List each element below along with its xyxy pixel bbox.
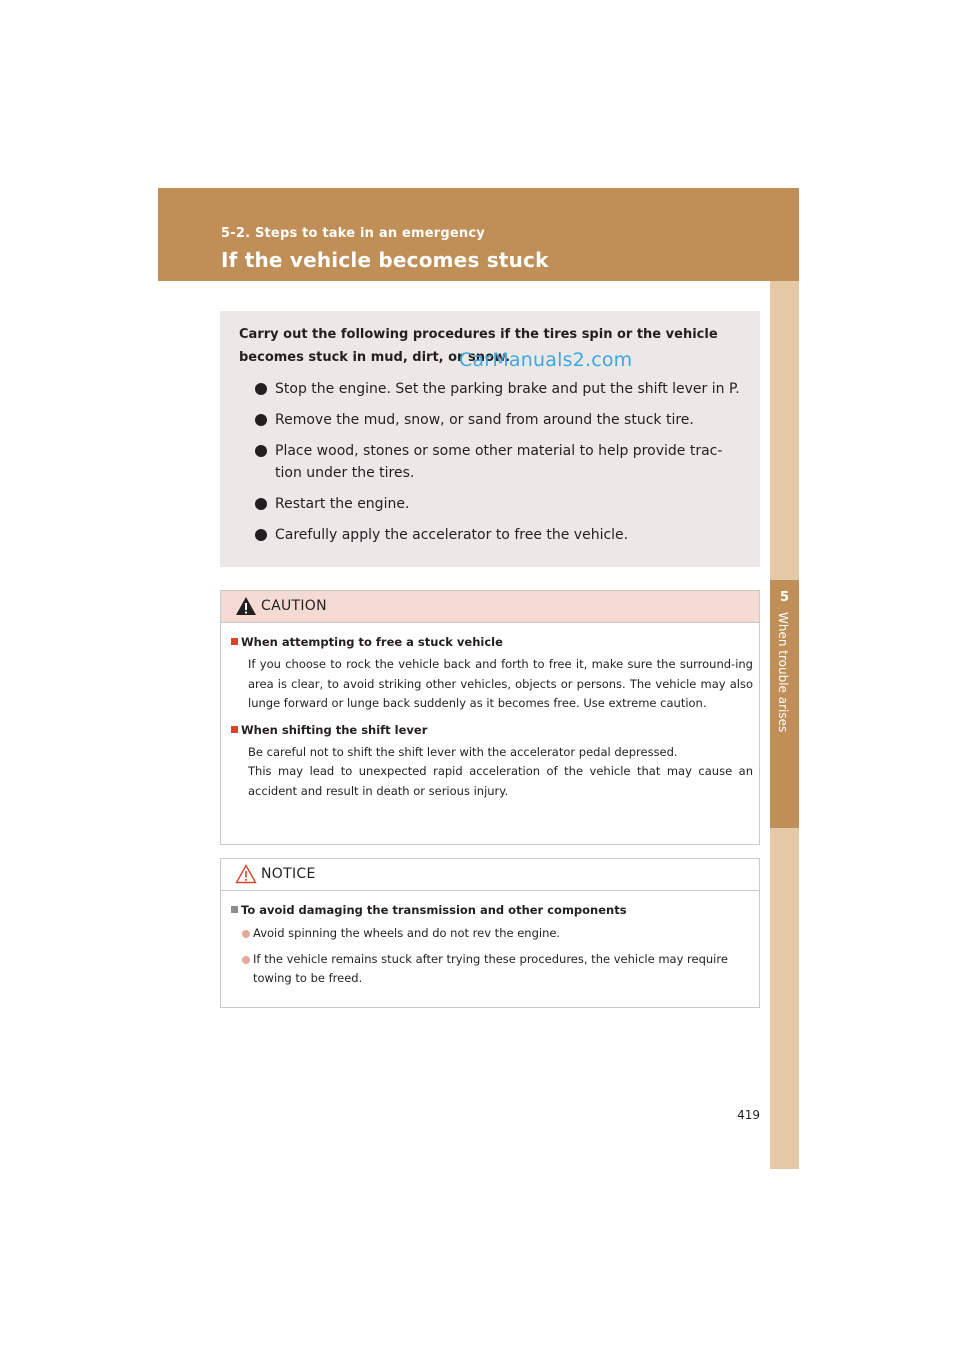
notice-bullet-list [231,924,753,989]
bullet-icon [255,529,267,541]
step-text: Carefully apply the accelerator to free the vehicle. [275,527,629,543]
bullet-icon [242,956,250,964]
bullet-icon [242,930,250,938]
caution-item-title-text: When attempting to free a stuck vehicle [241,635,503,649]
step-text: Stop the engine. Set the parking brake and put the shift lever in P. [275,381,740,397]
caution-item-text: If you choose to rock the vehicle back and forth to free it, make sure the surround-ing area is clear, to avoid striking other vehicles, objects or persons. The vehicle may also lunge forward or lunge back suddenly as it becomes free. Use extreme caution. [248,657,753,710]
watermark-text: CarManuals2.com [459,349,633,371]
caution-item-text [248,743,753,802]
caution-item-text-line: Be careful not to shift the shift lever with the accelerator pedal depressed. [248,744,678,759]
step-text: Place wood, stones or some other material to help provide trac-tion under the tires. [275,443,723,481]
bullet-icon [255,445,267,457]
caution-body [221,623,759,801]
caution-header [221,591,759,623]
caution-item-title [231,633,753,651]
page-number: 419 [737,1108,760,1122]
page-title: If the vehicle becomes stuck [221,248,549,272]
step-list [239,378,742,546]
notice-bullet-text: Avoid spinning the wheels and do not rev the engine. [253,926,561,940]
bullet-icon [255,498,267,510]
caution-item-title [231,721,753,739]
chapter-number: 5 [779,590,790,605]
chapter-label: When trouble arises [776,612,790,733]
notice-item-title [231,901,753,919]
step-item [239,409,742,431]
step-text: Restart the engine. [275,496,410,512]
square-bullet-icon [231,906,238,913]
caution-item-title-text: When shifting the shift lever [241,722,428,737]
intro-text: Carry out the following procedures if the tires spin or the vehicle becomes stuck in mud, dirt, or snow. [239,327,718,365]
step-text: Remove the mud, snow, or sand from around the stuck tire. [275,412,694,428]
square-bullet-icon [231,638,238,645]
square-bullet-icon [231,726,238,733]
section-label: 5-2. Steps to take in an emergency [221,226,485,241]
caution-item-text-line: This may lead to unexpected rapid acceleration of the vehicle that may cause an accident and result in death or serious injury. [248,764,753,798]
step-item [239,378,742,400]
notice-bullet-text: If the vehicle remains stuck after trying these procedures, the vehicle may require towing to be freed. [253,951,728,985]
caution-box [220,590,760,845]
notice-bullet [231,924,753,944]
step-item [239,524,742,546]
notice-header [221,859,759,891]
notice-box [220,858,760,1008]
warning-triangle-outline-icon [235,864,257,884]
notice-item-title-text: To avoid damaging the transmission and other components [241,903,627,917]
notice-heading: NOTICE [261,866,316,882]
notice-body [221,891,759,989]
notice-bullet [231,950,753,989]
warning-triangle-icon [235,596,257,616]
bullet-icon [255,383,267,395]
bullet-icon [255,414,267,426]
caution-heading: CAUTION [261,598,327,614]
step-item [239,440,742,484]
step-item [239,493,742,515]
